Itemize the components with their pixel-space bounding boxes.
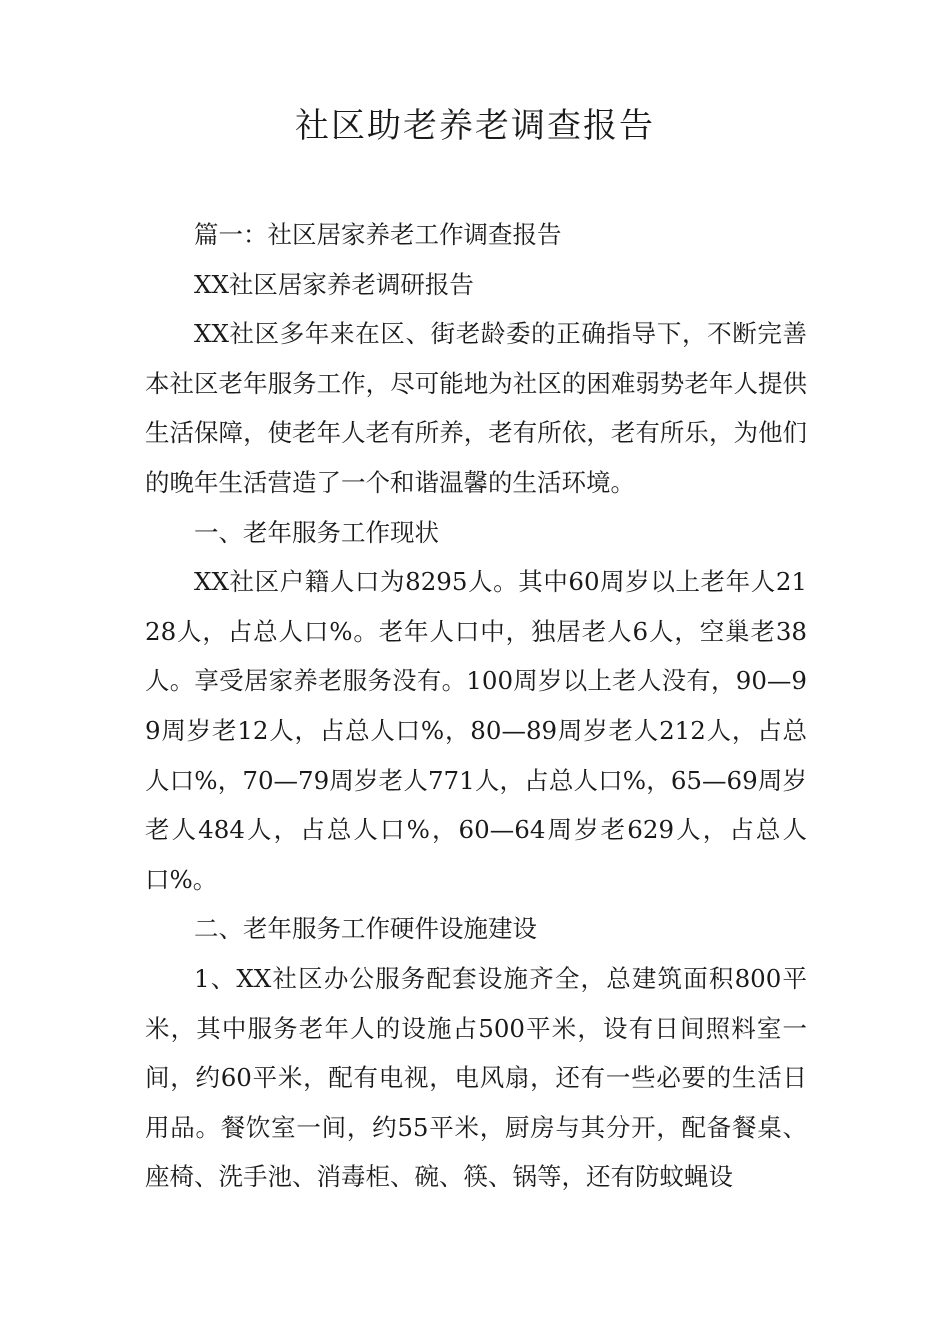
paragraph: 篇一：社区居家养老工作调查报告 — [194, 220, 562, 249]
paragraph: XX社区户籍人口为8295人。其中60周岁以上老年人2128人，占总人口%。老年人口中，独居老人6人，空巢老38人。享受居家养老服务没有。100周岁以上老人没有，90—99周岁老12人，占总人口%，80—89周岁老人212人，占总人口%，70—79周岁老人771人，占总人口%，65—69周岁老人484人，占总人口%，60—64周岁老629人，占总人口%。 — [145, 567, 807, 894]
document-title: 社区助老养老调查报告 — [295, 106, 655, 146]
section-heading: 二、老年服务工作硬件设施建设 — [194, 914, 537, 944]
paragraph: 1、XX社区办公服务配套设施齐全，总建筑面积800平米，其中服务老年人的设施占500平米，设有日间照料室一间，约60平米，配有电视，电风扇，还有一些必要的生活日用品。餐饮室一间，约55平米，厨房与其分开，配备餐桌、座椅、洗手池、消毒柜、碗、筷、锅等，还有防蚊蝇设 — [145, 963, 807, 1192]
document-body — [145, 210, 807, 1202]
paragraph: XX社区居家养老调研报告 — [194, 269, 474, 299]
section-heading: 一、老年服务工作现状 — [194, 517, 439, 547]
paragraph: XX社区多年来在区、街老龄委的正确指导下，不断完善本社区老年服务工作，尽可能地为社区的困难弱势老年人提供生活保障，使老年人老有所养，老有所依，老有所乐，为他们的晚年生活营造了一个和谐温馨的生活环境。 — [145, 319, 807, 497]
